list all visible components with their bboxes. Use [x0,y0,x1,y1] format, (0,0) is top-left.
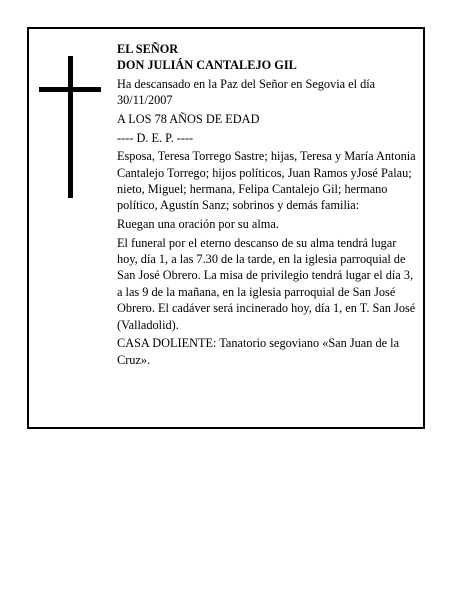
death-info: Ha descansado en la Paz del Señor en Segovia el día 30/11/2007 [117,77,376,108]
age-line: A LOS 78 AÑOS DE EDAD [117,112,260,126]
obituary-text [117,41,419,370]
cross-horizontal-bar [39,87,101,92]
latin-cross-icon [39,56,101,198]
cross-vertical-bar [68,56,73,198]
heading-title: EL SEÑOR [117,42,179,56]
deceased-name: DON JULIÁN CANTALEJO GIL [117,58,297,73]
obituary-notice [27,27,425,429]
mourning-house: CASA DOLIENTE: Tanatorio segoviano «San Juan de la Cruz». [117,336,400,367]
funeral-details: El funeral por el eterno descanso de su alma tendrá lugar hoy, día 1, a las 7.30 de la tarde, en la iglesia parroquial de San José Obrero. La misa de privilegio tendrá lugar el día 3, a las 9 de la mañana, en la iglesia parroquial de San José Obrero. El cadáver será incinerado hoy, día 1, en T. San José (Valladolid). [117,235,416,332]
family-list: Esposa, Teresa Torrego Sastre; hijas, Teresa y María Antonia Cantalejo Torrego; hijos políticos, Juan Ramos yJosé Palau; nieto, Miguel; hermana, Felipa Cantalejo Gil; hermano político, Agustín Sanz; sobrinos y demás familia: [117,149,416,213]
rip-line: ---- D. E. P. ---- [117,130,194,145]
prayer-request: Ruegan una oración por su alma. [117,217,279,231]
